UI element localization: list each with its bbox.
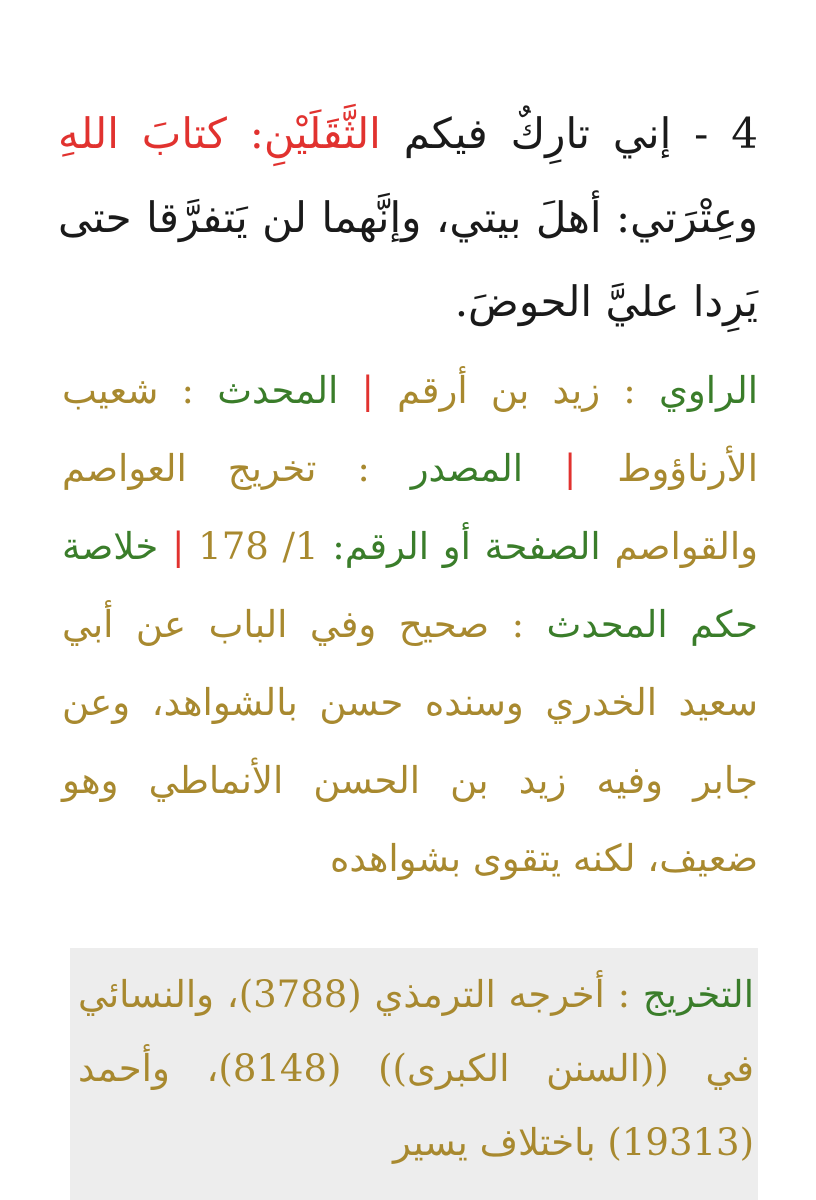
narrator-value: : زيد بن أرقم [373,369,659,412]
ruling-value: : صحيح وفي الباب عن أبي سعيد الخدري وسنده حسن بالشواهد، وعن جابر وفيه زيد بن الحسن الأنماطي وهو ضعيف، لكنه يتقوى بشواهده [62,603,758,880]
narrator-label: الراوي [658,369,759,412]
separator: | [563,447,577,490]
separator: | [361,369,374,412]
page-value: 1/ 178 [184,525,333,568]
source-value: : تخريج العواصم والقواصم [62,447,759,568]
takhrij-value: : أخرجه الترمذي (3788)، والنسائي في ((السنن الكبرى)) (8148)، وأحمد (19313) باختلاف يسير [78,973,754,1164]
hadith-thaqalayn: الثَّقَلَيْنِ: كتابَ اللهِ [58,109,381,158]
source-label: المصدر [410,447,524,490]
hadith-rest: وعِتْرَتي: أهلَ بيتي، وإنَّهما لن يَتفرَّقا حتى يَرِدا عليَّ الحوضَ. [58,193,758,326]
takhrij-text [78,958,754,1180]
separator: | [171,525,185,568]
takhrij-label: التخريج [642,973,754,1016]
hadith-text [58,92,758,344]
muhaddith-value: : شعيب الأرناؤوط [62,369,758,490]
page-label: الصفحة أو الرقم: [332,525,601,568]
hadith-prefix: 4 - إني تارِكٌ فيكم [380,109,759,158]
muhaddith-label: المحدث [217,369,339,412]
ruling-label: خلاصة حكم المحدث [62,525,758,646]
hadith-info [62,352,758,898]
